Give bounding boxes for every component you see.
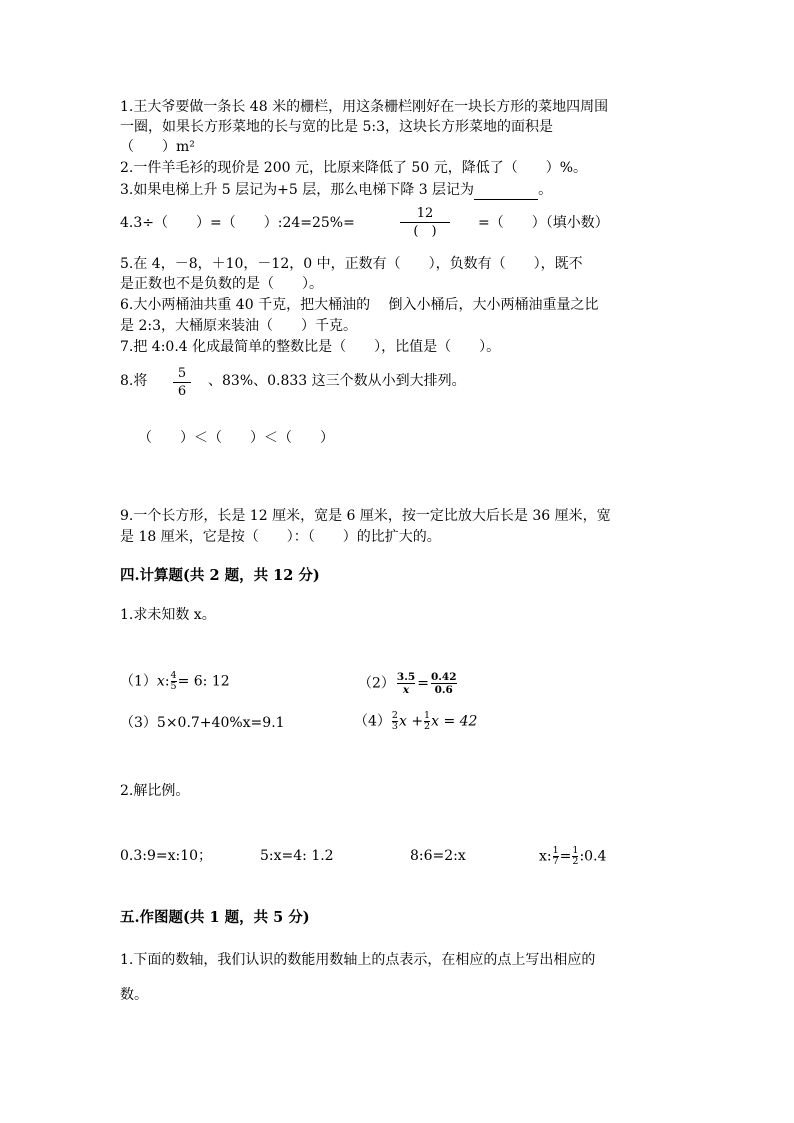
eq4-fraction2 <box>424 711 430 732</box>
prop4-n1: 1 <box>552 845 559 856</box>
q3-answer-blank[interactable] <box>474 185 538 200</box>
eq2-num: 3.5 <box>396 671 416 683</box>
section5-line1: 1.下面的数轴，我们认识的数能用数轴上的点表示，在相应的点上写出相应的 <box>120 952 596 968</box>
eq1-colon: : <box>164 673 170 690</box>
eq3: （3）5×0.7+40%x=9.1 <box>120 715 285 731</box>
q8-prefix: 8.将 <box>120 373 148 389</box>
q4-frac-num: 12 <box>416 206 434 221</box>
prop4-n2: 1 <box>572 845 579 856</box>
eq1-x: x <box>156 673 165 690</box>
eq4 <box>354 711 477 732</box>
prop4-d1: 7 <box>552 856 559 867</box>
q4-left: 4.3÷（ ）=（ ）:24=25%= <box>120 215 355 231</box>
q4-frac-den: ( ) <box>413 224 437 239</box>
eq2-den: x <box>402 684 410 696</box>
prop4-d2: 2 <box>572 856 579 867</box>
prop4 <box>539 846 606 867</box>
prop4-a: x: <box>539 848 552 865</box>
eq4-d2: 2 <box>424 721 431 732</box>
eq4-rest: x = 42 <box>431 713 478 730</box>
q8-frac-den: 6 <box>177 384 187 399</box>
eq4-n1: 2 <box>391 710 398 721</box>
q8-fraction <box>173 366 191 399</box>
eq2 <box>358 671 459 696</box>
eq4-n2: 1 <box>424 710 431 721</box>
q3-line <box>120 180 552 200</box>
eq4-label: （4） <box>354 713 391 730</box>
q7-text: 7.把 4:0.4 化成最简单的整数比是（ ），比值是（ ）。 <box>120 339 501 355</box>
section4-p1-title: 1.求未知数 x。 <box>120 607 216 623</box>
q9-line1: 9.一个长方形，长是 12 厘米，宽是 6 厘米，按一定比放大后长是 36 厘米，宽 <box>120 508 611 524</box>
q8-answer: （ ）＜（ ）＜（ ） <box>138 430 334 446</box>
eq2-fraction-right <box>431 671 457 696</box>
prop1: 0.3:9=x:10； <box>120 848 213 864</box>
prop2: 5:x=4: 1.2 <box>260 848 334 864</box>
q1-line2: 一圈，如果长方形菜地的长与宽的比是 5:3，这块长方形菜地的面积是 <box>120 119 553 135</box>
q2-text: 2.一件羊毛衫的现价是 200 元，比原来降低了 50 元，降低了（ ）%。 <box>120 160 587 176</box>
eq1-label: （1） <box>120 673 157 690</box>
eq1-fraction <box>171 671 177 692</box>
q4-right: =（ ）（填小数） <box>478 215 609 231</box>
prop4-b: :0.4 <box>579 848 607 865</box>
prop4-fraction2 <box>572 846 578 867</box>
q1-line1: 1.王大爷要做一条长 48 米的栅栏，用这条栅栏刚好在一块长方形的菜地四周围 <box>120 99 609 115</box>
eq1 <box>120 671 230 692</box>
q3-text: 3.如果电梯上升 5 层记为+5 层，那么电梯下降 3 层记为 <box>120 182 475 198</box>
eq4-x1: x + <box>398 713 424 730</box>
section4-title: 四.计算题(共 2 题，共 12 分) <box>120 567 320 584</box>
q8-suffix: 、83%、0.833 这三个数从小到大排列。 <box>208 373 466 389</box>
eq2-num2: 0.42 <box>430 671 457 683</box>
q3-end: 。 <box>538 182 553 198</box>
q6-line1: 6.大小两桶油共重 40 千克，把大桶油的 倒入小桶后，大小两桶油重量之比 <box>120 297 599 313</box>
eq4-fraction1 <box>392 711 398 732</box>
prop3: 8:6=2:x <box>410 848 466 864</box>
q6-line2: 是 2:3，大桶原来装油（ ）千克。 <box>120 318 357 334</box>
eq1-frac-num: 4 <box>170 670 177 681</box>
eq4-d1: 3 <box>391 721 398 732</box>
eq1-rest: = 6: 12 <box>177 673 230 690</box>
section5-line2: 数。 <box>120 987 148 1003</box>
eq2-den2: 0.6 <box>434 684 453 696</box>
q5-line2: 是正数也不是负数的是（ ）。 <box>120 276 323 292</box>
prop4-fraction1 <box>553 846 559 867</box>
q5-line1: 5.在 4，－8，＋10，－12，0 中，正数有（ ），负数有（ ），既不 <box>120 256 583 272</box>
eq2-equals: = <box>417 675 429 692</box>
q9-line2: 是 18 厘米，它是按（ ）：（ ）的比扩大的。 <box>120 529 441 545</box>
section4-p2-title: 2.解比例。 <box>120 783 190 799</box>
eq1-frac-den: 5 <box>170 681 177 692</box>
section5-title: 五.作图题(共 1 题，共 5 分) <box>120 909 310 926</box>
eq2-label: （2） <box>358 675 395 692</box>
q4-fraction <box>400 206 450 239</box>
prop4-equals: = <box>559 848 572 865</box>
eq2-fraction-left <box>397 671 415 696</box>
q1-line3: （ ）m² <box>120 139 195 155</box>
q8-frac-num: 5 <box>177 366 187 381</box>
